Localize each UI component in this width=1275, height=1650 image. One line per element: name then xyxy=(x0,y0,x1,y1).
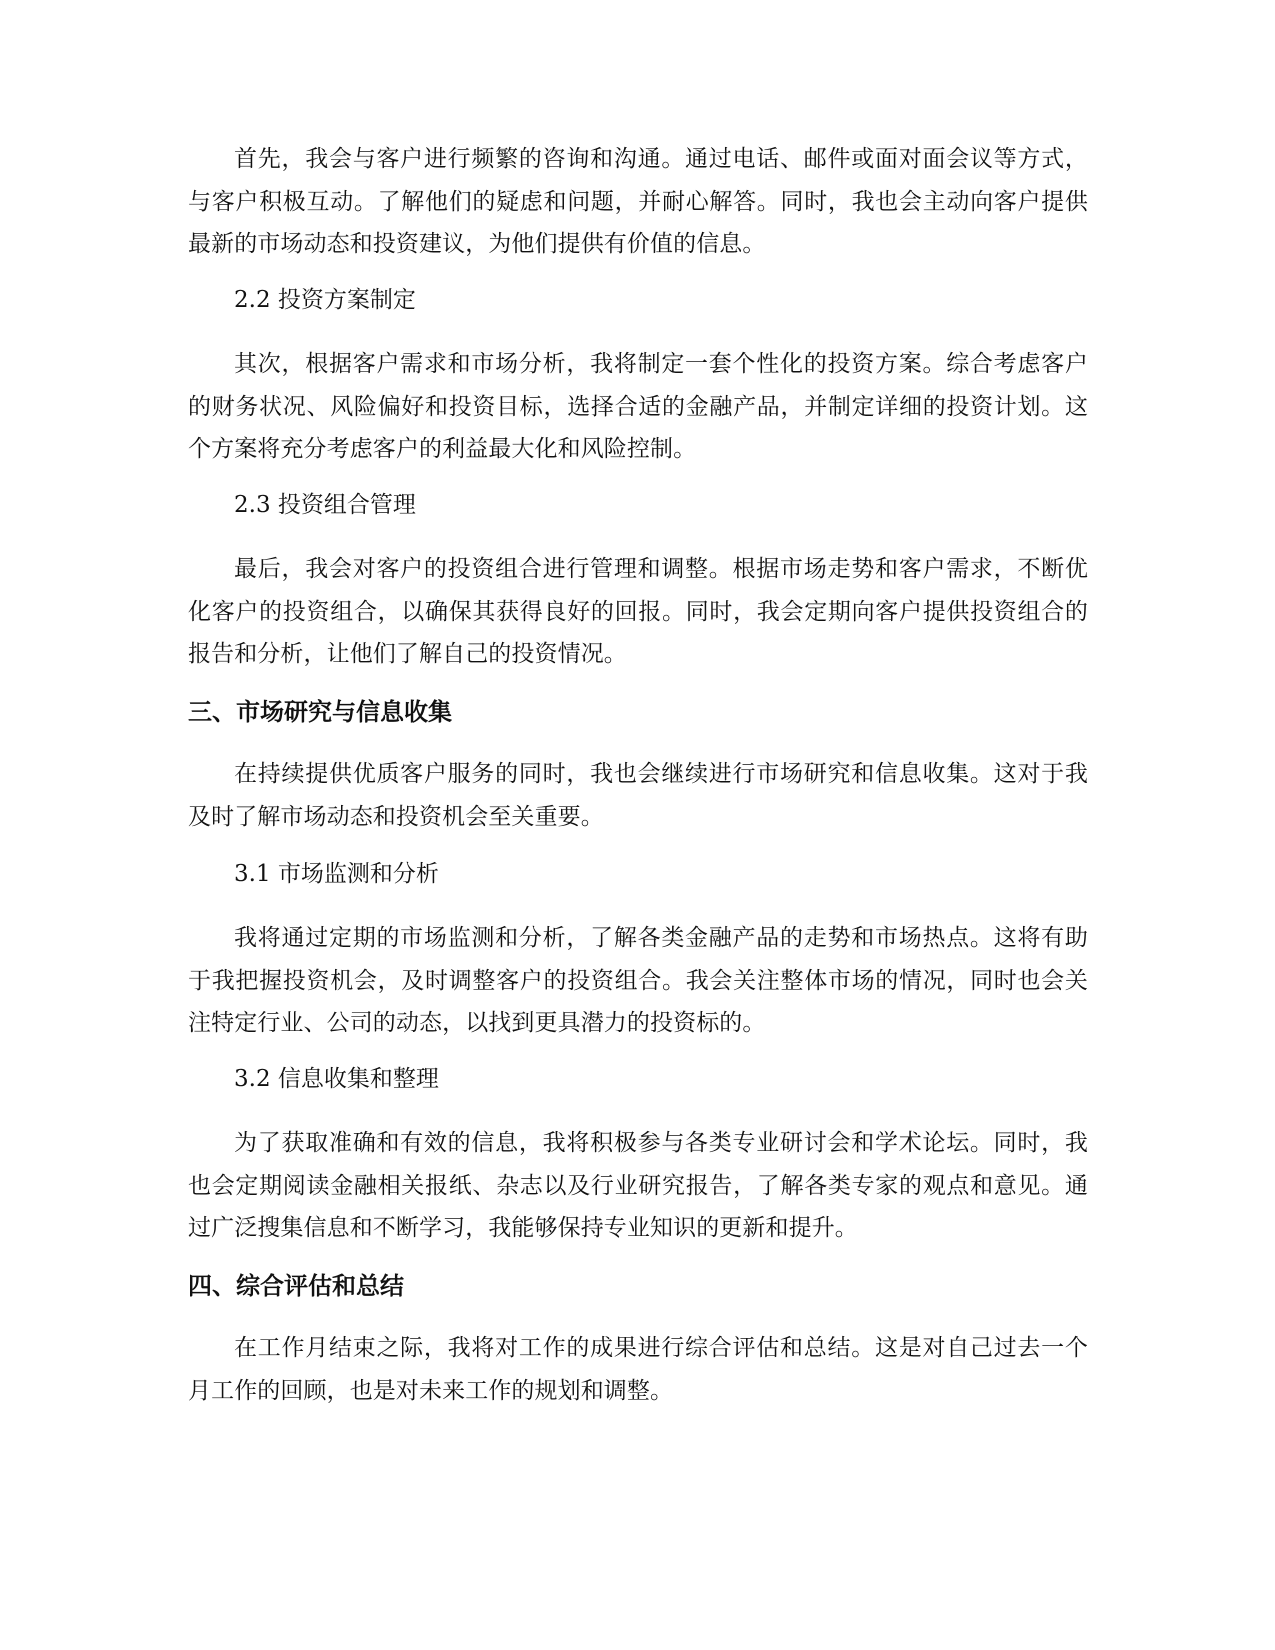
paragraph-investment-plan: 其次，根据客户需求和市场分析，我将制定一套个性化的投资方案。综合考虑客户的财务状况、风险偏好和投资目标，选择合适的金融产品，并制定详细的投资计划。这个方案将充分考虑客户的利益最大化和风险控制。 xyxy=(188,351,1088,462)
subheading-2-2: 2.2 投资方案制定 xyxy=(234,287,416,313)
paragraph-portfolio-management: 最后，我会对客户的投资组合进行管理和调整。根据市场走势和客户需求，不断优化客户的投资组合，以确保其获得良好的回报。同时，我会定期向客户提供投资组合的报告和分析，让他们了解自己的投资情况。 xyxy=(188,556,1088,667)
section-heading-4: 四、综合评估和总结 xyxy=(188,1272,404,1300)
section-heading-3: 三、市场研究与信息收集 xyxy=(188,698,452,726)
subheading-3-2: 3.2 信息收集和整理 xyxy=(234,1066,439,1092)
subheading-3-1: 3.1 市场监测和分析 xyxy=(234,861,439,887)
paragraph-market-monitoring: 我将通过定期的市场监测和分析，了解各类金融产品的走势和市场热点。这将有助于我把握投资机会，及时调整客户的投资组合。我会关注整体市场的情况，同时也会关注特定行业、公司的动态，以找到更具潜力的投资标的。 xyxy=(188,925,1088,1036)
subheading-2-3: 2.3 投资组合管理 xyxy=(234,492,416,518)
paragraph-market-research: 在持续提供优质客户服务的同时，我也会继续进行市场研究和信息收集。这对于我及时了解市场动态和投资机会至关重要。 xyxy=(188,761,1088,830)
paragraph-information-collection: 为了获取准确和有效的信息，我将积极参与各类专业研讨会和学术论坛。同时，我也会定期阅读金融相关报纸、杂志以及行业研究报告，了解各类专家的观点和意见。通过广泛搜集信息和不断学习，我能够保持专业知识的更新和提升。 xyxy=(188,1130,1088,1241)
paragraph-client-communication: 首先，我会与客户进行频繁的咨询和沟通。通过电话、邮件或面对面会议等方式，与客户积极互动。了解他们的疑虑和问题，并耐心解答。同时，我也会主动向客户提供最新的市场动态和投资建议，为他们提供有价值的信息。 xyxy=(188,146,1088,257)
paragraph-evaluation-summary: 在工作月结束之际，我将对工作的成果进行综合评估和总结。这是对自己过去一个月工作的回顾，也是对未来工作的规划和调整。 xyxy=(188,1335,1088,1404)
